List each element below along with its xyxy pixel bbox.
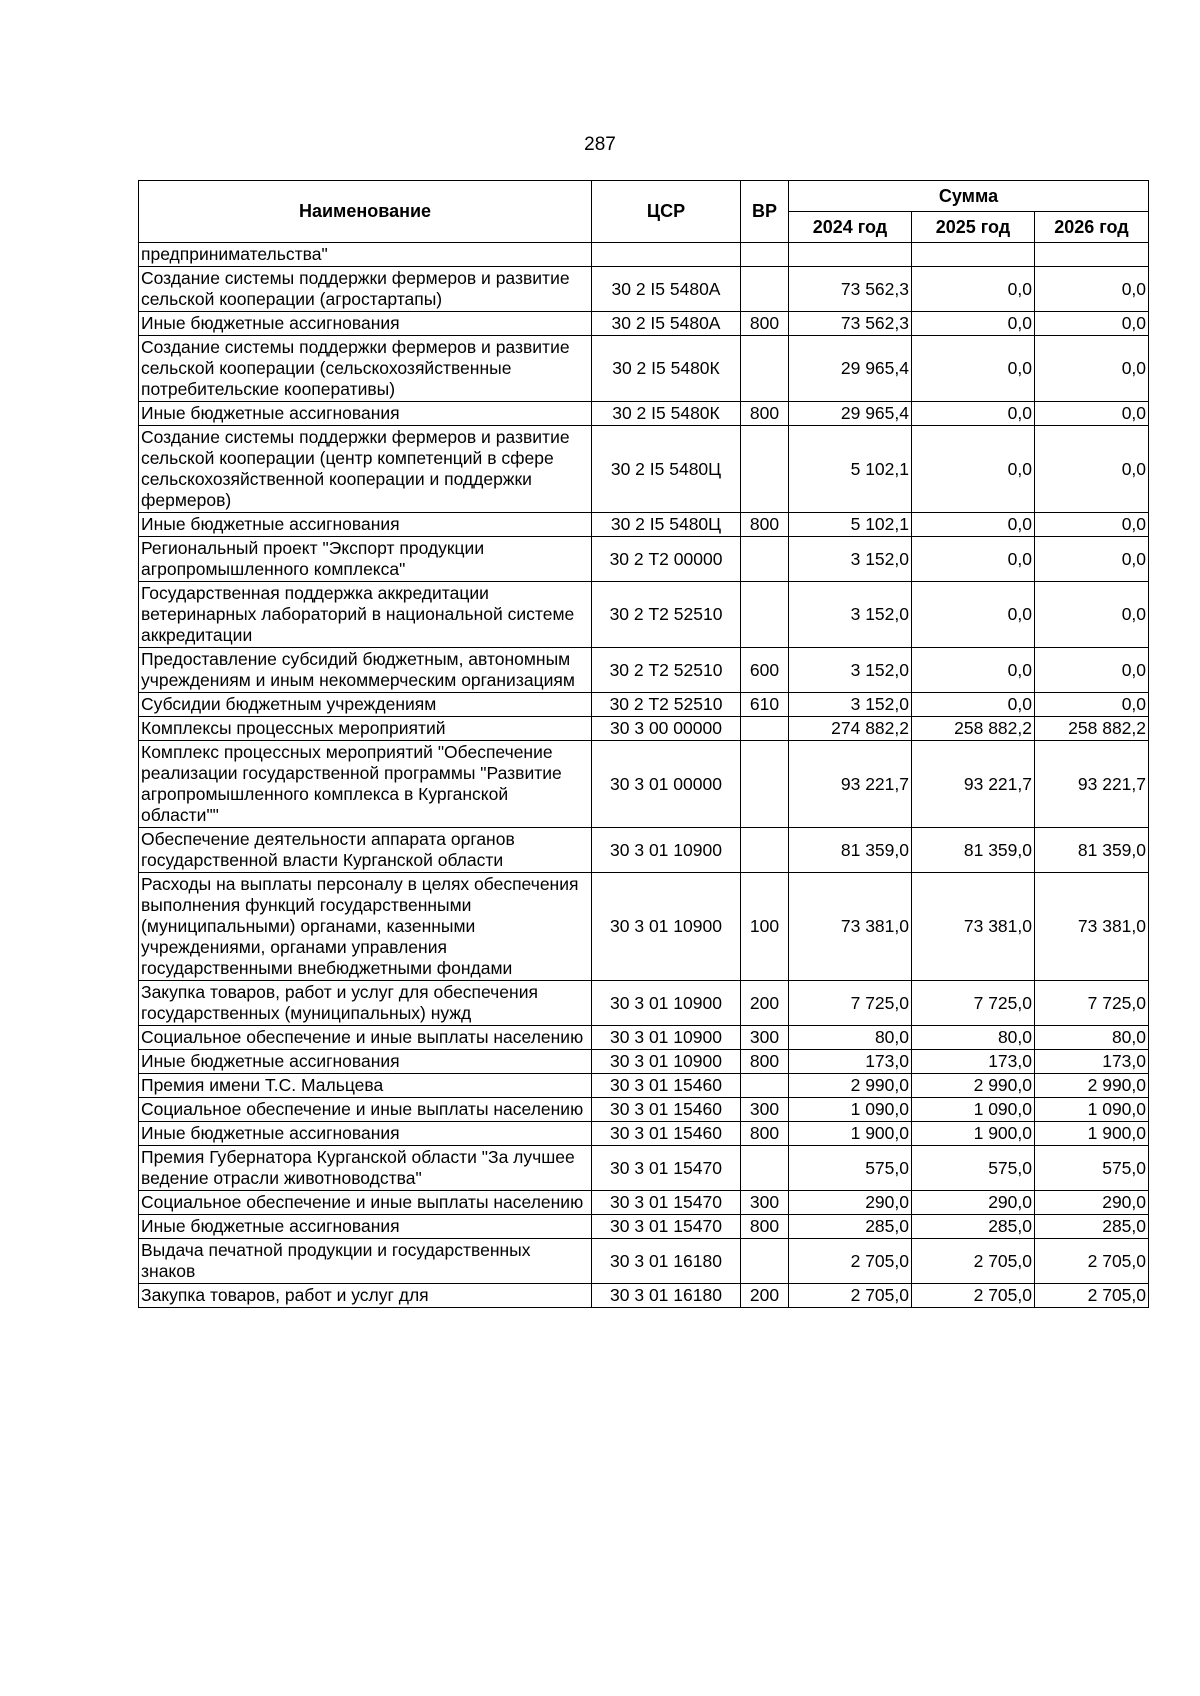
row-amount-2026-cell: 2 705,0 — [1035, 1239, 1149, 1284]
row-amount-2025-cell: 0,0 — [912, 312, 1035, 336]
row-name-cell: Комплексы процессных мероприятий — [139, 717, 592, 741]
row-vr-cell: 800 — [741, 513, 789, 537]
row-csr-cell: 30 3 01 16180 — [592, 1284, 741, 1308]
row-amount-2026-cell: 73 381,0 — [1035, 873, 1149, 981]
row-amount-2024-cell: 3 152,0 — [789, 582, 912, 648]
row-csr-cell: 30 2 I5 5480А — [592, 312, 741, 336]
row-amount-2024-cell: 575,0 — [789, 1146, 912, 1191]
row-amount-2025-cell — [912, 243, 1035, 267]
row-amount-2025-cell: 0,0 — [912, 648, 1035, 693]
row-csr-cell: 30 3 01 10900 — [592, 1026, 741, 1050]
row-amount-2025-cell: 2 990,0 — [912, 1074, 1035, 1098]
row-csr-cell: 30 2 Т2 52510 — [592, 582, 741, 648]
row-vr-cell: 200 — [741, 1284, 789, 1308]
row-amount-2024-cell: 173,0 — [789, 1050, 912, 1074]
row-amount-2025-cell: 2 705,0 — [912, 1284, 1035, 1308]
row-vr-cell: 800 — [741, 312, 789, 336]
row-amount-2024-cell: 7 725,0 — [789, 981, 912, 1026]
row-amount-2024-cell: 3 152,0 — [789, 537, 912, 582]
row-name-cell: Премия Губернатора Курганской области "За лучшее ведение отрасли животноводства" — [139, 1146, 592, 1191]
row-vr-cell: 300 — [741, 1098, 789, 1122]
header-name: Наименование — [139, 181, 592, 243]
row-csr-cell: 30 3 01 10900 — [592, 981, 741, 1026]
row-vr-cell — [741, 1146, 789, 1191]
row-csr-cell: 30 3 01 15460 — [592, 1098, 741, 1122]
row-amount-2024-cell: 73 562,3 — [789, 312, 912, 336]
table-row — [139, 1050, 1149, 1074]
row-csr-cell: 30 3 01 16180 — [592, 1239, 741, 1284]
row-vr-cell: 300 — [741, 1026, 789, 1050]
row-amount-2025-cell: 81 359,0 — [912, 828, 1035, 873]
row-amount-2026-cell: 0,0 — [1035, 267, 1149, 312]
table-row — [139, 873, 1149, 981]
row-amount-2024-cell: 3 152,0 — [789, 693, 912, 717]
row-csr-cell: 30 3 01 10900 — [592, 873, 741, 981]
row-amount-2024-cell: 1 090,0 — [789, 1098, 912, 1122]
table-row — [139, 267, 1149, 312]
table-row — [139, 741, 1149, 828]
row-csr-cell: 30 3 01 10900 — [592, 1050, 741, 1074]
row-amount-2024-cell: 290,0 — [789, 1191, 912, 1215]
row-vr-cell — [741, 828, 789, 873]
page-number: 287 — [584, 134, 616, 155]
row-name-cell: Закупка товаров, работ и услуг для — [139, 1284, 592, 1308]
row-amount-2026-cell: 81 359,0 — [1035, 828, 1149, 873]
row-name-cell: Государственная поддержка аккредитации ветеринарных лабораторий в национальной системе аккредитации — [139, 582, 592, 648]
table-row — [139, 717, 1149, 741]
budget-table — [138, 180, 1149, 1308]
row-amount-2026-cell: 2 705,0 — [1035, 1284, 1149, 1308]
row-amount-2026-cell: 80,0 — [1035, 1026, 1149, 1050]
row-csr-cell: 30 3 01 15460 — [592, 1074, 741, 1098]
row-csr-cell: 30 2 Т2 52510 — [592, 648, 741, 693]
row-amount-2026-cell: 0,0 — [1035, 402, 1149, 426]
row-name-cell: Премия имени Т.С. Мальцева — [139, 1074, 592, 1098]
table-row — [139, 312, 1149, 336]
row-amount-2024-cell: 2 990,0 — [789, 1074, 912, 1098]
table-row — [139, 828, 1149, 873]
row-csr-cell: 30 3 01 00000 — [592, 741, 741, 828]
row-amount-2024-cell: 5 102,1 — [789, 513, 912, 537]
table-body — [139, 243, 1149, 1308]
table-row — [139, 1215, 1149, 1239]
row-csr-cell: 30 2 Т2 52510 — [592, 693, 741, 717]
row-amount-2026-cell — [1035, 243, 1149, 267]
row-amount-2025-cell: 7 725,0 — [912, 981, 1035, 1026]
row-name-cell: Иные бюджетные ассигнования — [139, 1050, 592, 1074]
row-name-cell: Закупка товаров, работ и услуг для обеспечения государственных (муниципальных) нужд — [139, 981, 592, 1026]
row-amount-2024-cell: 73 381,0 — [789, 873, 912, 981]
row-amount-2026-cell: 0,0 — [1035, 582, 1149, 648]
row-amount-2026-cell: 0,0 — [1035, 648, 1149, 693]
row-name-cell: Иные бюджетные ассигнования — [139, 1122, 592, 1146]
row-csr-cell: 30 3 01 15460 — [592, 1122, 741, 1146]
row-name-cell: Социальное обеспечение и иные выплаты населению — [139, 1026, 592, 1050]
row-vr-cell — [741, 537, 789, 582]
row-csr-cell: 30 2 I5 5480Ц — [592, 426, 741, 513]
table-row — [139, 1239, 1149, 1284]
row-csr-cell: 30 3 01 15470 — [592, 1215, 741, 1239]
header-csr: ЦСР — [592, 181, 741, 243]
row-amount-2024-cell: 5 102,1 — [789, 426, 912, 513]
header-year-2024: 2024 год — [789, 212, 912, 243]
row-amount-2026-cell: 575,0 — [1035, 1146, 1149, 1191]
row-vr-cell — [741, 426, 789, 513]
row-csr-cell — [592, 243, 741, 267]
header-sum: Сумма — [789, 181, 1149, 212]
header-year-2025: 2025 год — [912, 212, 1035, 243]
table-row — [139, 537, 1149, 582]
row-name-cell: Региональный проект "Экспорт продукции агропромышленного комплекса" — [139, 537, 592, 582]
row-amount-2025-cell: 1 900,0 — [912, 1122, 1035, 1146]
row-amount-2025-cell: 0,0 — [912, 537, 1035, 582]
row-amount-2024-cell: 3 152,0 — [789, 648, 912, 693]
table-row — [139, 1122, 1149, 1146]
row-amount-2024-cell: 81 359,0 — [789, 828, 912, 873]
row-amount-2024-cell: 2 705,0 — [789, 1239, 912, 1284]
row-amount-2026-cell: 0,0 — [1035, 693, 1149, 717]
row-name-cell: предпринимательства" — [139, 243, 592, 267]
row-amount-2026-cell: 173,0 — [1035, 1050, 1149, 1074]
row-amount-2024-cell: 2 705,0 — [789, 1284, 912, 1308]
row-amount-2024-cell: 274 882,2 — [789, 717, 912, 741]
table-row — [139, 1074, 1149, 1098]
table-row — [139, 1191, 1149, 1215]
table-row — [139, 513, 1149, 537]
row-vr-cell: 600 — [741, 648, 789, 693]
row-amount-2024-cell: 80,0 — [789, 1026, 912, 1050]
row-amount-2024-cell: 73 562,3 — [789, 267, 912, 312]
row-csr-cell: 30 2 Т2 00000 — [592, 537, 741, 582]
table-row — [139, 1098, 1149, 1122]
row-name-cell: Создание системы поддержки фермеров и развитие сельской кооперации (центр компетенций в сфере сельскохозяйственной кооперации и поддержки фермеров) — [139, 426, 592, 513]
row-amount-2025-cell: 0,0 — [912, 693, 1035, 717]
row-csr-cell: 30 2 I5 5480А — [592, 267, 741, 312]
row-amount-2025-cell: 0,0 — [912, 267, 1035, 312]
table-row — [139, 1284, 1149, 1308]
row-name-cell: Обеспечение деятельности аппарата органов государственной власти Курганской области — [139, 828, 592, 873]
row-amount-2025-cell: 285,0 — [912, 1215, 1035, 1239]
table-row — [139, 582, 1149, 648]
row-vr-cell — [741, 1074, 789, 1098]
row-name-cell: Иные бюджетные ассигнования — [139, 1215, 592, 1239]
row-amount-2026-cell: 0,0 — [1035, 312, 1149, 336]
table-row — [139, 402, 1149, 426]
row-csr-cell: 30 2 I5 5480К — [592, 336, 741, 402]
row-name-cell: Комплекс процессных мероприятий "Обеспечение реализации государственной программы "Развитие агропромышленного комплекса в Курганской области"" — [139, 741, 592, 828]
row-name-cell: Создание системы поддержки фермеров и развитие сельской кооперации (сельскохозяйственные потребительские кооперативы) — [139, 336, 592, 402]
row-csr-cell: 30 3 01 10900 — [592, 828, 741, 873]
row-vr-cell: 800 — [741, 1050, 789, 1074]
row-amount-2024-cell: 29 965,4 — [789, 336, 912, 402]
row-amount-2025-cell: 575,0 — [912, 1146, 1035, 1191]
row-amount-2026-cell: 0,0 — [1035, 537, 1149, 582]
row-amount-2025-cell: 0,0 — [912, 336, 1035, 402]
row-amount-2026-cell: 0,0 — [1035, 513, 1149, 537]
row-vr-cell: 200 — [741, 981, 789, 1026]
row-amount-2025-cell: 290,0 — [912, 1191, 1035, 1215]
row-vr-cell: 800 — [741, 1122, 789, 1146]
row-vr-cell — [741, 267, 789, 312]
row-vr-cell — [741, 243, 789, 267]
row-csr-cell: 30 3 00 00000 — [592, 717, 741, 741]
row-name-cell: Иные бюджетные ассигнования — [139, 312, 592, 336]
row-name-cell: Расходы на выплаты персоналу в целях обеспечения выполнения функций государственными (муниципальными) органами, казенными учреждениями, органами управления государственными внебюджетными фондами — [139, 873, 592, 981]
table-row — [139, 1026, 1149, 1050]
row-amount-2025-cell: 0,0 — [912, 582, 1035, 648]
row-amount-2026-cell: 0,0 — [1035, 336, 1149, 402]
row-amount-2024-cell: 29 965,4 — [789, 402, 912, 426]
row-amount-2024-cell: 93 221,7 — [789, 741, 912, 828]
row-amount-2026-cell: 285,0 — [1035, 1215, 1149, 1239]
row-amount-2025-cell: 73 381,0 — [912, 873, 1035, 981]
row-vr-cell — [741, 336, 789, 402]
row-vr-cell: 800 — [741, 1215, 789, 1239]
row-vr-cell: 300 — [741, 1191, 789, 1215]
row-name-cell: Иные бюджетные ассигнования — [139, 402, 592, 426]
table-row — [139, 693, 1149, 717]
row-vr-cell: 800 — [741, 402, 789, 426]
row-name-cell: Социальное обеспечение и иные выплаты населению — [139, 1098, 592, 1122]
row-amount-2026-cell: 1 900,0 — [1035, 1122, 1149, 1146]
row-amount-2025-cell: 1 090,0 — [912, 1098, 1035, 1122]
table-row — [139, 243, 1149, 267]
row-amount-2024-cell: 1 900,0 — [789, 1122, 912, 1146]
header-vr: ВР — [741, 181, 789, 243]
row-amount-2024-cell: 285,0 — [789, 1215, 912, 1239]
row-amount-2025-cell: 0,0 — [912, 426, 1035, 513]
row-vr-cell — [741, 582, 789, 648]
row-vr-cell — [741, 1239, 789, 1284]
row-amount-2025-cell: 258 882,2 — [912, 717, 1035, 741]
row-amount-2024-cell — [789, 243, 912, 267]
row-csr-cell: 30 2 I5 5480К — [592, 402, 741, 426]
table-header-row — [139, 181, 1149, 212]
row-amount-2026-cell: 258 882,2 — [1035, 717, 1149, 741]
row-amount-2025-cell: 0,0 — [912, 513, 1035, 537]
row-amount-2025-cell: 0,0 — [912, 402, 1035, 426]
row-amount-2026-cell: 1 090,0 — [1035, 1098, 1149, 1122]
row-amount-2025-cell: 173,0 — [912, 1050, 1035, 1074]
table-row — [139, 336, 1149, 402]
row-vr-cell: 610 — [741, 693, 789, 717]
row-amount-2025-cell: 2 705,0 — [912, 1239, 1035, 1284]
table-row — [139, 1146, 1149, 1191]
row-amount-2026-cell: 93 221,7 — [1035, 741, 1149, 828]
row-vr-cell — [741, 717, 789, 741]
header-year-2026: 2026 год — [1035, 212, 1149, 243]
table-row — [139, 648, 1149, 693]
table-row — [139, 426, 1149, 513]
row-name-cell: Социальное обеспечение и иные выплаты населению — [139, 1191, 592, 1215]
row-vr-cell: 100 — [741, 873, 789, 981]
row-amount-2026-cell: 2 990,0 — [1035, 1074, 1149, 1098]
row-amount-2026-cell: 0,0 — [1035, 426, 1149, 513]
row-amount-2025-cell: 93 221,7 — [912, 741, 1035, 828]
row-amount-2026-cell: 7 725,0 — [1035, 981, 1149, 1026]
row-amount-2026-cell: 290,0 — [1035, 1191, 1149, 1215]
row-vr-cell — [741, 741, 789, 828]
row-csr-cell: 30 3 01 15470 — [592, 1146, 741, 1191]
row-name-cell: Субсидии бюджетным учреждениям — [139, 693, 592, 717]
row-name-cell: Предоставление субсидий бюджетным, автономным учреждениям и иным некоммерческим организациям — [139, 648, 592, 693]
row-csr-cell: 30 2 I5 5480Ц — [592, 513, 741, 537]
row-amount-2025-cell: 80,0 — [912, 1026, 1035, 1050]
row-name-cell: Выдача печатной продукции и государственных знаков — [139, 1239, 592, 1284]
row-name-cell: Создание системы поддержки фермеров и развитие сельской кооперации (агростартапы) — [139, 267, 592, 312]
table-row — [139, 981, 1149, 1026]
row-csr-cell: 30 3 01 15470 — [592, 1191, 741, 1215]
row-name-cell: Иные бюджетные ассигнования — [139, 513, 592, 537]
